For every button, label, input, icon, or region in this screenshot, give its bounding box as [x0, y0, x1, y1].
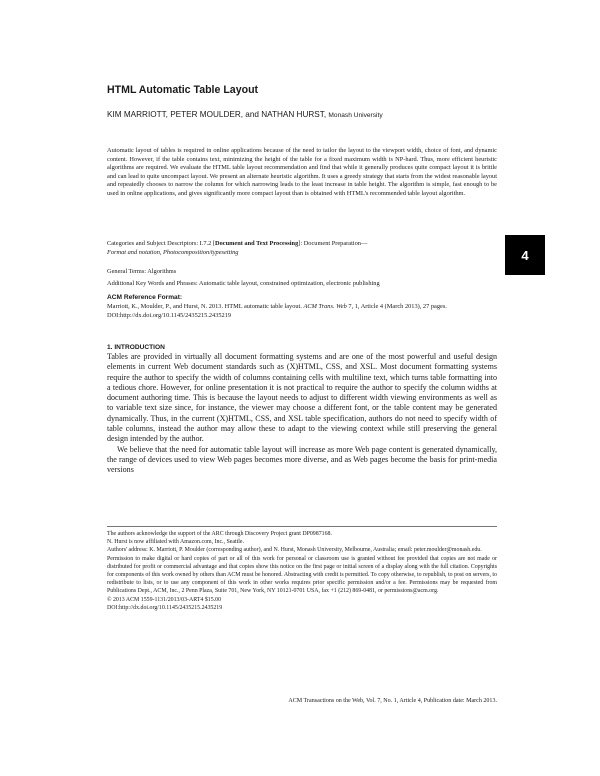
categories-descriptors [107, 240, 497, 258]
abstract: Automatic layout of tables is required in online applications because of the need to tailor the layout to the viewport width, choice of font, and dynamic content. However, if the table contains text, minimizing the height of the table for a fixed maximum width is NP-hard. Thus, more efficient heuristic algorithms are required. We evaluate the HTML table layout recommendation and find that while it generally produces quite compact layout it is brittle and can lead to quite uncompact layout. We present an alternate heuristic algorithm. It uses a greedy strategy that starts from the widest reasonable layout and repeatedly chooses to narrow the column for which narrowing leads to the least increase in table height. The algorithm is simple, fast enough to be used in online applications, and gives significantly more compact layout than is obtained with HTML's recommended table layout algorithm. [107, 147, 497, 197]
reference-heading: ACM Reference Format: [107, 294, 183, 301]
footnote-permission: Permission to make digital or hard copies of part or all of this work for personal or classroom use is granted without fee provided that copies are not made or distributed for profit or commercial advantage and that copies show this notice on the first page or initial screen of a display along with the full citation. Copyrights for components of this work owned by others than ACM must be honored. Abstracting with credit is permitted. To copy otherwise, to republish, to post on servers, to redistribute to lists, or to use any component of this work in other works requires prior specific permission and/or a fee. Permissions may be requested from Publications Dept., ACM, Inc., 2 Penn Plaza, Suite 701, New York, NY 10121-0701 USA, fax +1 (212) 869-0481, or permissions@acm.org. [107, 555, 497, 595]
footnotes [107, 530, 497, 612]
introduction-body [107, 352, 497, 476]
footnote-address: Authors' address: K. Marriott, P. Moulder (corresponding author), and N. Hurst, Monash University, Melbourne, Australia; email: peter.moulder@monash.edu. [107, 547, 482, 554]
reference-citation-start: Marriott, K., Moulder, P., and Hurst, N. 2013. HTML automatic table layout. [107, 303, 302, 310]
footnote-acknowledgement: The authors acknowledge the support of the ARC through Discovery Project grant DP0987168. [107, 531, 332, 537]
categories-bold: Document and Text Processing [215, 240, 299, 247]
author-line [107, 110, 383, 119]
author-affiliation: Monash University [328, 112, 383, 119]
footnote-copyright: © 2013 ACM 1559-1131/2013/03-ART4 $15.00 [107, 596, 222, 603]
footnote-affiliation: N. Hurst is now affiliated with Amazon.com, Inc., Seattle. [107, 539, 244, 546]
footnote-doi[interactable]: DOI:http://dx.doi.org/10.1145/2435215.2435219 [107, 604, 223, 611]
reference-citation-end: 7, 1, Article 4 (March 2013), 27 pages. [348, 303, 447, 310]
footnote-rule [107, 526, 497, 527]
reference-format [107, 303, 497, 321]
article-number-tab: 4 [505, 235, 545, 275]
section-heading: 1. INTRODUCTION [107, 344, 165, 351]
running-footer: ACM Transactions on the Web, Vol. 7, No. 1, Article 4, Publication date: March 2013. [288, 698, 497, 704]
intro-paragraph-1: Tables are provided in virtually all document formatting systems and are one of the most powerful and useful design elements in current Web document standards such as (X)HTML, CSS, and XSL. Most document formatting systems require the author to specify the width of columns containing cells with multiline text, which turns table formatting into a tedious chore. However, for online presentation it is not practical to require the author to specify the column widths at document authoring time. This is because the layout needs to adjust to different width viewing environments as well as to variable text size since, for instance, the viewer may choose a different font, or the table content may be generated dynamically. Thus, in the current (X)HTML, CSS, and XSL table specification, authors do not need to specify width of table columns, instead the author may allow these to adapt to the viewing context while still preserving the general design intended by the author. [107, 352, 497, 444]
keywords: Additional Key Words and Phrases: Automatic table layout, constrained optimization, electronic publishing [107, 280, 380, 287]
reference-journal: ACM Trans. Web [303, 303, 347, 310]
categories-italic: Format and notation, Photocomposition/typesetting [107, 248, 239, 256]
categories-suffix: ]: Document Preparation— [298, 240, 368, 247]
general-terms: General Terms: Algorithms [107, 268, 177, 275]
categories-prefix: Categories and Subject Descriptors: I.7.2 [ [107, 240, 215, 247]
author-names: KIM MARRIOTT, PETER MOULDER, and NATHAN HURST, [107, 110, 327, 119]
intro-paragraph-2: We believe that the need for automatic table layout will increase as more Web page content is generated dynamically, the range of devices used to view Web pages becomes more diverse, and as Web pages become the basis for print-media versions [107, 444, 497, 475]
reference-doi[interactable]: DOI:http://dx.doi.org/10.1145/2435215.2435219 [107, 311, 232, 319]
paper-title: HTML Automatic Table Layout [107, 84, 259, 96]
